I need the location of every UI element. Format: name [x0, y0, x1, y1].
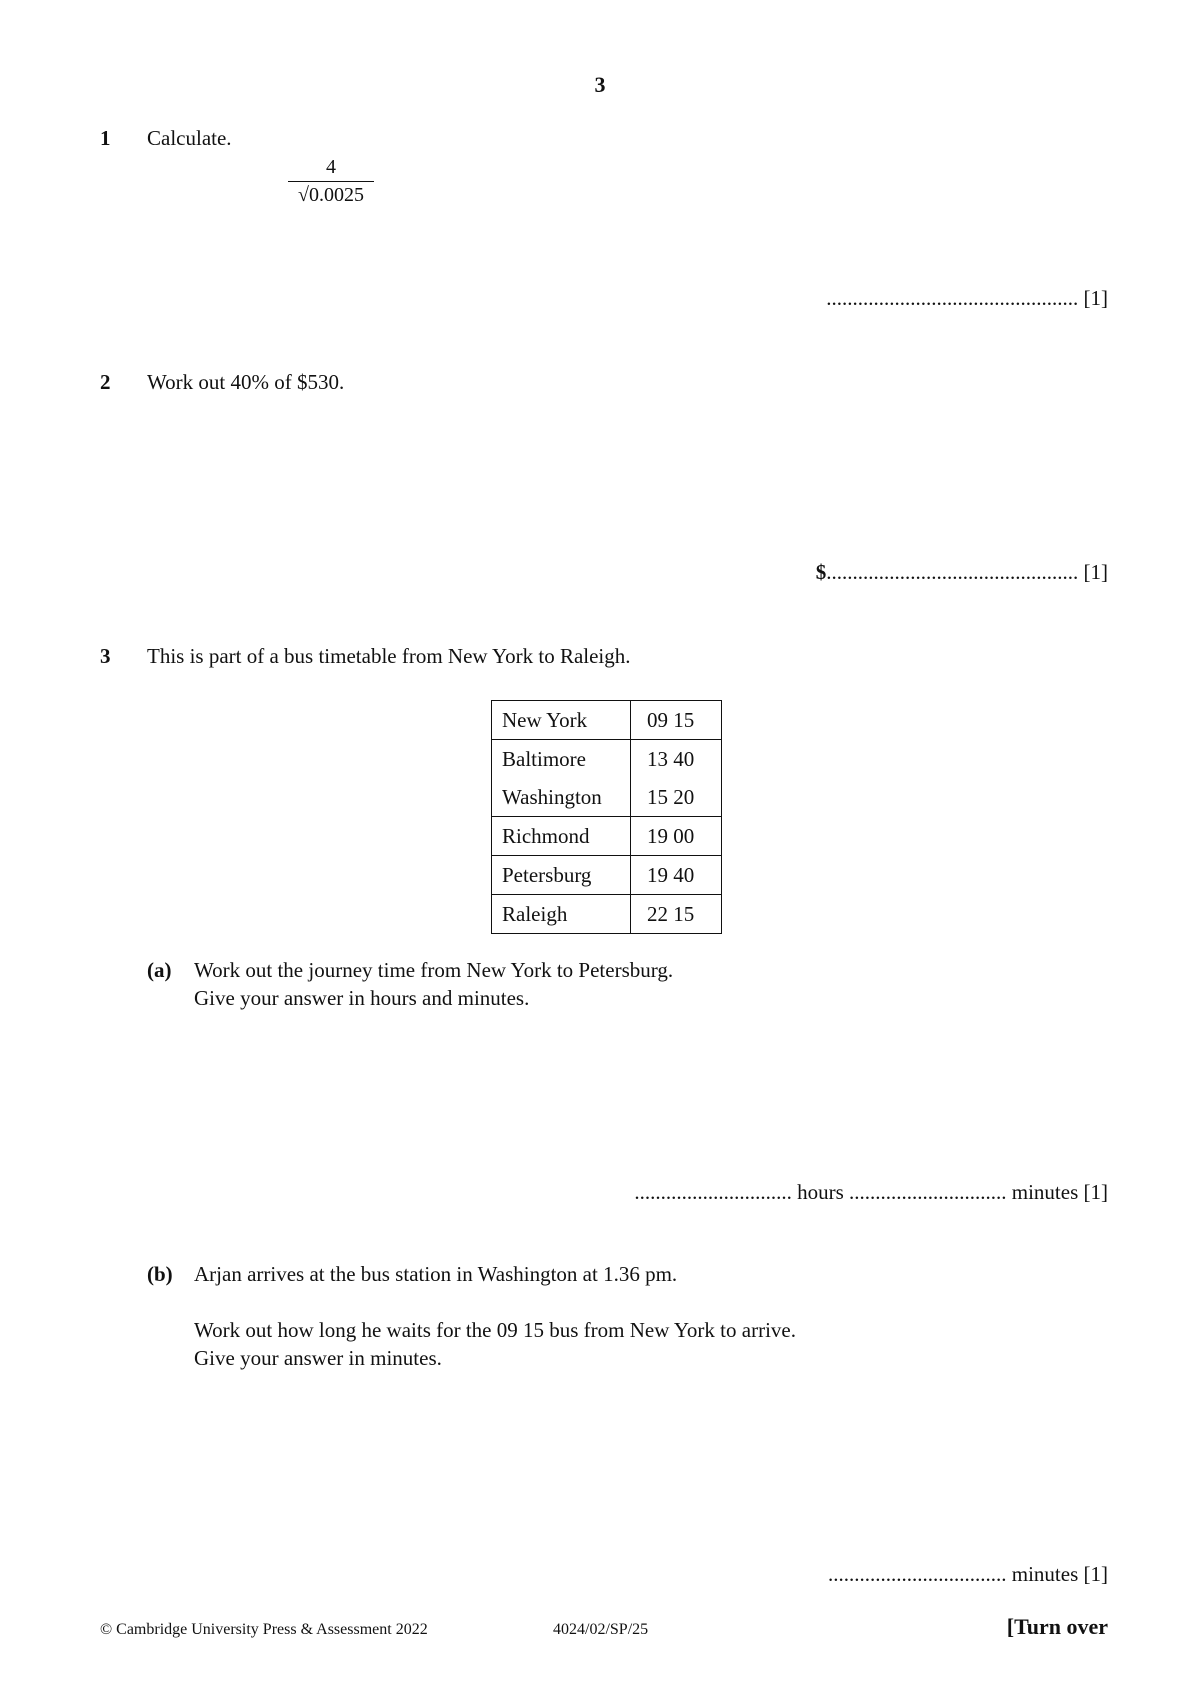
- part-b-line-1: Work out how long he waits for the 09 15 bus from New York to arrive.: [194, 1318, 796, 1342]
- answer-dots-hours: ..............................: [634, 1180, 792, 1204]
- question-1-text: Calculate.: [147, 126, 232, 150]
- part-b-answer-line[interactable]: [828, 1562, 1108, 1587]
- timetable-place: Washington: [492, 778, 631, 817]
- timetable-time: 09 15: [631, 701, 722, 740]
- timetable-row: [492, 740, 722, 779]
- fraction-numerator: 4: [288, 156, 374, 182]
- question-1-fraction: [288, 156, 374, 207]
- page-number: 3: [594, 72, 606, 97]
- mark-allocation: [1]: [1083, 286, 1108, 310]
- part-a-label: (a): [147, 958, 172, 982]
- part-a-line-1: Work out the journey time from New York to Petersburg.: [194, 958, 674, 982]
- footer-paper-code: 4024/02/SP/25: [553, 1621, 649, 1638]
- part-a-answer-line[interactable]: [634, 1180, 1108, 1205]
- part-b-intro: Arjan arrives at the bus station in Washington at 1.36 pm.: [194, 1262, 678, 1286]
- timetable-time: 19 40: [631, 856, 722, 895]
- answer-unit-hours: hours: [797, 1180, 844, 1204]
- timetable-time: 13 40: [631, 740, 722, 779]
- question-1-answer-line[interactable]: [826, 286, 1108, 311]
- answer-dots: ..................................: [828, 1562, 1007, 1586]
- answer-dots: ................................................: [826, 286, 1079, 310]
- question-1-number: 1: [100, 126, 111, 150]
- part-a-line-2: Give your answer in hours and minutes.: [194, 986, 530, 1010]
- bus-timetable: [491, 700, 722, 934]
- answer-dots-minutes: ..............................: [849, 1180, 1007, 1204]
- mark-allocation: [1]: [1083, 1180, 1108, 1204]
- answer-prefix: $: [815, 560, 827, 584]
- answer-unit: minutes: [1011, 1562, 1079, 1586]
- part-b-line-2: Give your answer in minutes.: [194, 1346, 442, 1370]
- timetable-place: Baltimore: [492, 740, 631, 779]
- timetable-place: Richmond: [492, 817, 631, 856]
- timetable-time: 19 00: [631, 817, 722, 856]
- answer-unit-minutes: minutes: [1011, 1180, 1079, 1204]
- mark-allocation: [1]: [1083, 560, 1108, 584]
- timetable-place: New York: [492, 701, 631, 740]
- part-b-label: (b): [147, 1262, 173, 1286]
- fraction-denominator: √0.0025: [298, 184, 364, 206]
- answer-dots: ................................................: [826, 560, 1079, 584]
- question-3-text: This is part of a bus timetable from New York to Raleigh.: [147, 644, 631, 668]
- question-3-number: 3: [100, 644, 111, 668]
- mark-allocation: [1]: [1083, 1562, 1108, 1586]
- timetable-place: Raleigh: [492, 895, 631, 934]
- question-2-text: Work out 40% of $530.: [147, 370, 345, 394]
- question-2-number: 2: [100, 370, 111, 394]
- footer-turn-over: [Turn over: [1006, 1614, 1108, 1639]
- timetable-place: Petersburg: [492, 856, 631, 895]
- timetable-row: [492, 895, 722, 934]
- footer-copyright: © Cambridge University Press & Assessment 2022: [100, 1621, 428, 1638]
- timetable-row: [492, 856, 722, 895]
- timetable-time: 15 20: [631, 778, 722, 817]
- timetable-row: [492, 817, 722, 856]
- timetable-row: [492, 778, 722, 817]
- timetable-time: 22 15: [631, 895, 722, 934]
- question-2-answer-line[interactable]: [816, 560, 1108, 585]
- timetable-row: [492, 701, 722, 740]
